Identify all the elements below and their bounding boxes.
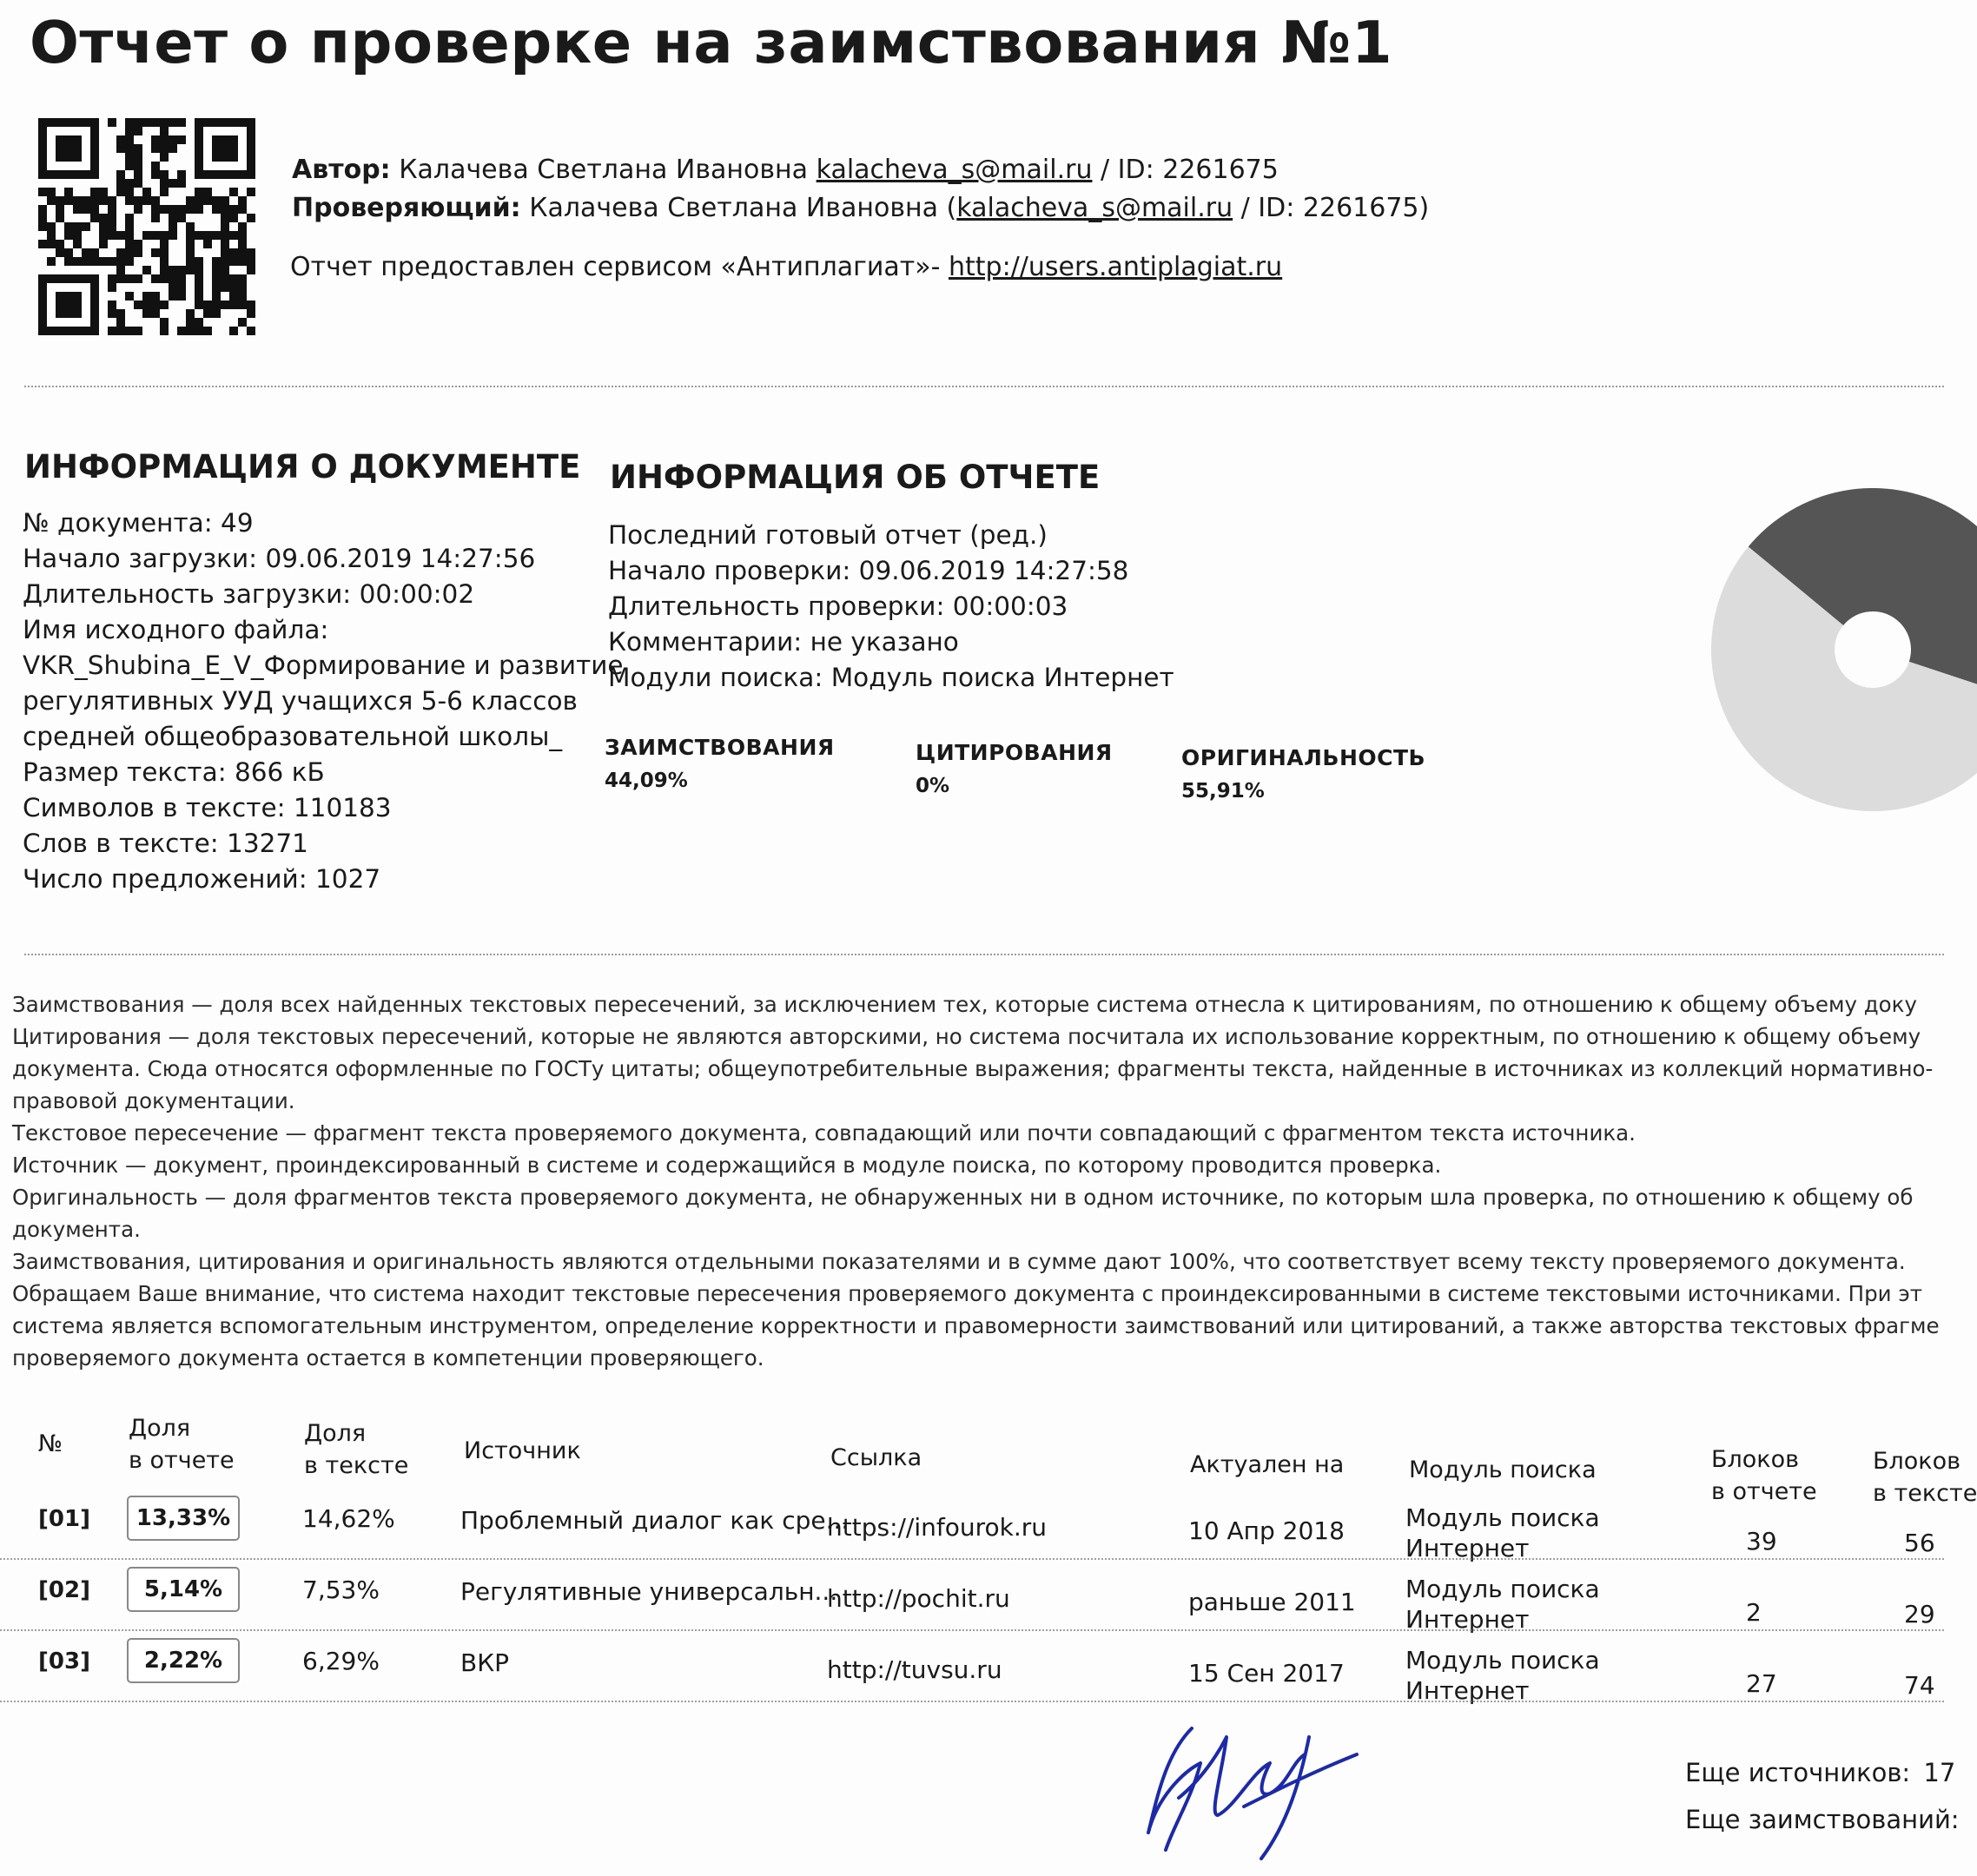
definition-line: Обращаем Ваше внимание, что система находит текстовые пересечения проверяемого документа с проиндексированными в системе текстовыми источниками. При эт <box>12 1281 1923 1306</box>
blocks-in-text: 74 <box>1904 1671 1935 1700</box>
checker-line <box>292 193 1429 223</box>
source-link[interactable]: http://tuvsu.ru <box>827 1655 1002 1684</box>
more-borrowings <box>1685 1805 1960 1834</box>
search-module-line: Интернет <box>1405 1676 1530 1705</box>
author-label: Автор: <box>292 155 391 185</box>
source-title[interactable]: Проблемный диалог как сре... <box>460 1506 850 1535</box>
share-text: 6,29% <box>302 1647 380 1675</box>
doc-info-line: Размер текста: 866 кБ <box>23 757 325 787</box>
definition-line: документа. <box>12 1217 141 1242</box>
doc-info-list <box>23 505 624 897</box>
share-text: 14,62% <box>302 1504 395 1533</box>
divider <box>24 386 1944 387</box>
source-link[interactable]: http://pochit.ru <box>827 1584 1010 1613</box>
page-title: Отчет о проверке на заимствования №1 <box>30 9 1393 76</box>
search-module <box>1405 1574 1600 1635</box>
definition-line: документа. Сюда относятся оформленные по ГОСТу цитаты; общеупотребительные выражения; фрагменты текста, найденные в источниках из коллекций нормативно- <box>12 1056 1934 1081</box>
doc-info-line: VKR_Shubina_E_V_Формирование и развитие <box>23 651 624 680</box>
checker-name: Калачева Светлана Ивановна ( <box>529 193 957 223</box>
col-header-actual: Актуален на <box>1190 1451 1345 1478</box>
checker-email-link[interactable]: kalacheva_s@mail.ru <box>956 193 1233 223</box>
doc-info-line: регулятивных УУД учащихся 5-6 классов <box>23 686 578 716</box>
blocks-in-report: 27 <box>1746 1669 1777 1698</box>
author-name: Калачева Светлана Ивановна <box>399 155 809 185</box>
col-header-share-text: Доля в тексте <box>304 1420 409 1479</box>
doc-info-line: Слов в тексте: 13271 <box>23 829 308 858</box>
provided-line <box>290 252 1282 282</box>
doc-info-line: средней общеобразовательной школы_ <box>23 722 563 751</box>
report-info-heading: ИНФОРМАЦИЯ ОБ ОТЧЕТЕ <box>610 459 1101 496</box>
share-report-box[interactable]: 5,14% <box>127 1567 240 1612</box>
report-info-line: Модули поиска: Модуль поиска Интернет <box>608 663 1174 692</box>
col-header-module: Модуль поиска <box>1409 1457 1597 1483</box>
search-module <box>1405 1645 1600 1706</box>
doc-info-line: № документа: 49 <box>23 508 254 538</box>
actual-date: раньше 2011 <box>1188 1588 1356 1616</box>
search-module-line: Интернет <box>1405 1605 1530 1634</box>
definition-line: Источник — документ, проиндексированный в системе и содержащийся в модуле поиска, по которому проводится проверка. <box>12 1153 1442 1178</box>
source-title[interactable]: Регулятивные универсальн... <box>460 1577 838 1606</box>
provided-text: Отчет предоставлен сервисом «Антиплагиат»- <box>290 252 941 282</box>
definition-line: правовой документации. <box>12 1088 295 1113</box>
result-pie-chart <box>1666 476 1944 823</box>
share-report-box[interactable]: 13,33% <box>127 1496 240 1541</box>
cite-value: 0% <box>916 775 950 797</box>
definition-line: проверяемого документа остается в компетенции проверяющего. <box>12 1345 764 1371</box>
col-header-source: Источник <box>464 1437 581 1464</box>
source-link[interactable]: https://infourok.ru <box>827 1513 1048 1542</box>
row-id: [01] <box>38 1506 90 1532</box>
blocks-in-report: 2 <box>1746 1598 1762 1627</box>
actual-date: 15 Сен 2017 <box>1188 1659 1345 1688</box>
source-title[interactable]: ВКР <box>460 1648 509 1677</box>
col-header-link: Ссылка <box>830 1444 922 1471</box>
row-divider <box>0 1629 1944 1631</box>
search-module-line: Модуль поиска <box>1405 1575 1600 1603</box>
actual-date: 10 Апр 2018 <box>1188 1516 1345 1545</box>
share-text: 7,53% <box>302 1575 380 1604</box>
orig-value: 55,91% <box>1181 780 1265 803</box>
col-header-blocks-report: Блоков в отчете <box>1711 1446 1817 1505</box>
definition-line: Заимствования — доля всех найденных текстовых пересечений, за исключением тех, которые система отнесла к цитированиям, по отношению к общему объему доку <box>12 992 1917 1017</box>
share-report-box[interactable]: 2,22% <box>127 1638 240 1683</box>
checker-label: Проверяющий: <box>292 193 521 223</box>
more-borrow-label: Еще заимствований: <box>1685 1805 1960 1834</box>
divider <box>24 954 1944 955</box>
search-module-line: Модуль поиска <box>1405 1503 1600 1532</box>
report-info-line: Длительность проверки: 00:00:03 <box>608 591 1068 621</box>
blocks-in-text: 29 <box>1904 1600 1935 1628</box>
more-sources-label: Еще источников: <box>1685 1758 1911 1787</box>
checker-id: / ID: 2261675) <box>1240 193 1430 223</box>
author-email-link[interactable]: kalacheva_s@mail.ru <box>816 155 1093 185</box>
col-header-num: № <box>38 1430 63 1457</box>
col-header-share-report: Доля в отчете <box>129 1415 235 1474</box>
report-info-line: Последний готовый отчет (ред.) <box>608 520 1048 550</box>
doc-info-line: Число предложений: 1027 <box>23 864 381 894</box>
search-module-line: Модуль поиска <box>1405 1646 1600 1675</box>
row-divider <box>0 1558 1944 1560</box>
more-sources-value: 17 <box>1923 1758 1956 1787</box>
doc-info-line: Символов в тексте: 110183 <box>23 793 392 822</box>
definition-line: Текстовое пересечение — фрагмент текста проверяемого документа, совпадающий или почти совпадающий с фрагментом текста источника. <box>12 1120 1636 1146</box>
blocks-in-text: 56 <box>1904 1529 1935 1557</box>
antiplagiat-link[interactable]: http://users.antiplagiat.ru <box>948 252 1283 282</box>
more-sources <box>1685 1758 1955 1787</box>
borrow-value: 44,09% <box>605 770 688 792</box>
report-info-line: Комментарии: не указано <box>608 627 959 657</box>
doc-info-line: Длительность загрузки: 00:00:02 <box>23 579 475 609</box>
doc-info-line: Имя исходного файла: <box>23 615 329 644</box>
definitions-text <box>12 988 1940 1374</box>
report-info-list <box>608 518 1174 696</box>
row-divider <box>0 1701 1944 1702</box>
col-header-blocks-text: Блоков в тексте <box>1873 1448 1977 1507</box>
author-id: / ID: 2261675 <box>1101 155 1279 185</box>
search-module <box>1405 1503 1600 1563</box>
doc-info-line: Начало загрузки: 09.06.2019 14:27:56 <box>23 544 536 573</box>
borrow-label: ЗАИМСТВОВАНИЯ <box>605 735 835 760</box>
handwritten-signature <box>1140 1702 1365 1876</box>
author-line <box>292 155 1279 185</box>
report-info-line: Начало проверки: 09.06.2019 14:27:58 <box>608 556 1129 585</box>
doc-info-heading: ИНФОРМАЦИЯ О ДОКУМЕНТЕ <box>24 448 581 486</box>
definition-line: Заимствования, цитирования и оригинальность являются отдельными показателями и в сумме дают 100%, что соответствует всему тексту проверяемого документа. <box>12 1249 1906 1274</box>
definition-line: Оригинальность — доля фрагментов текста проверяемого документа, не обнаруженных ни в одном источнике, по которым шла проверка, по отношению к общему об <box>12 1185 1914 1210</box>
orig-label: ОРИГИНАЛЬНОСТЬ <box>1181 745 1426 770</box>
cite-label: ЦИТИРОВАНИЯ <box>916 740 1113 765</box>
qr-code <box>38 118 255 335</box>
search-module-line: Интернет <box>1405 1534 1530 1562</box>
definition-line: Цитирования — доля текстовых пересечений, которые не являются авторскими, но система посчитала их использование корректным, по отношению к общему объему <box>12 1024 1921 1049</box>
blocks-in-report: 39 <box>1746 1527 1777 1556</box>
definition-line: система является вспомогательным инструментом, определение корректности и правомерности заимствований или цитирований, а также авторства текстовых фрагме <box>12 1313 1940 1338</box>
row-id: [02] <box>38 1577 90 1603</box>
row-id: [03] <box>38 1648 90 1675</box>
